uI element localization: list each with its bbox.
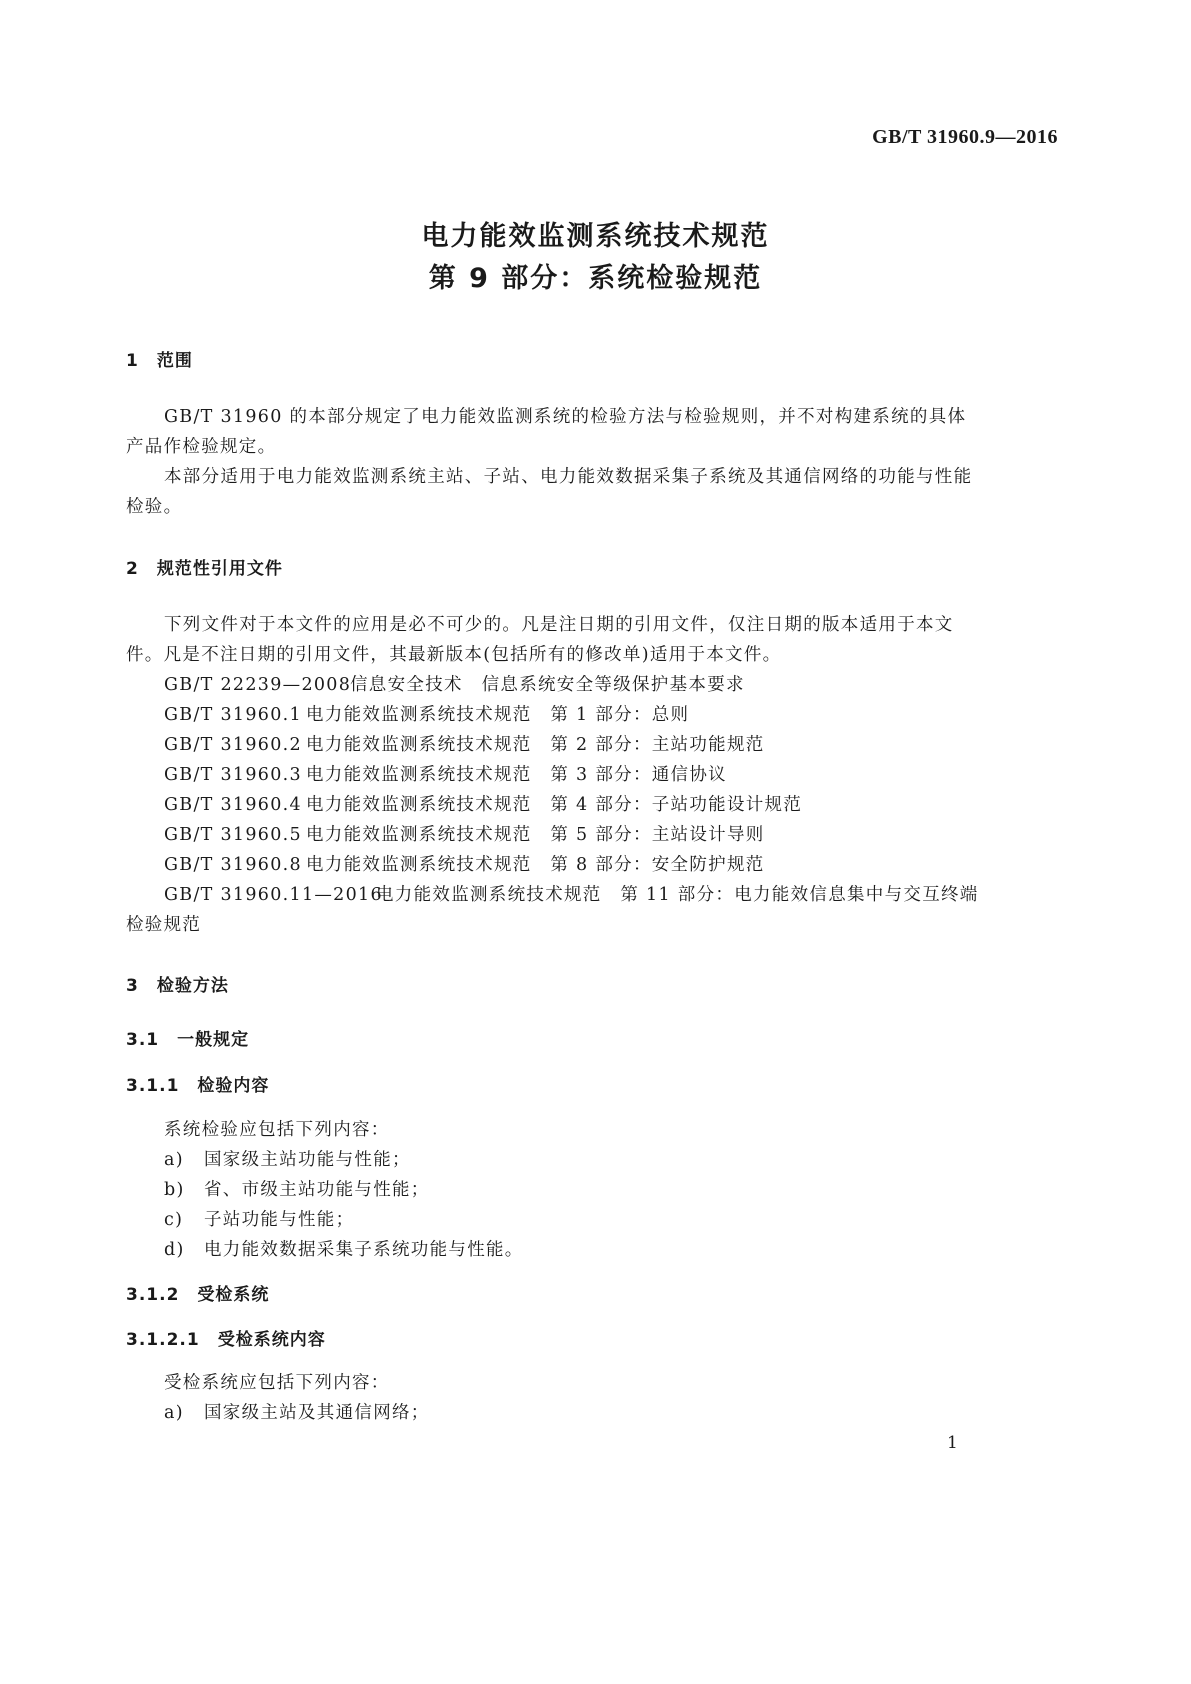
reference-title: 电力能效监测系统技术规范 第 5 部分：主站设计导则 xyxy=(306,825,765,845)
reference-code: GB/T 31960.4 xyxy=(164,795,302,815)
list-item-label: b) xyxy=(164,1180,185,1200)
list-item-text: 国家级主站及其通信网络； xyxy=(204,1403,430,1423)
reference-item xyxy=(164,761,727,786)
reference-code: GB/T 31960.1 xyxy=(164,705,302,725)
reference-item xyxy=(164,701,689,726)
reference-title: 电力能效监测系统技术规范 第 4 部分：子站功能设计规范 xyxy=(306,795,803,815)
list-item-label: d) xyxy=(164,1240,185,1260)
section-1-heading: 1 范围 xyxy=(126,351,193,371)
reference-title: 电力能效监测系统技术规范 第 8 部分：安全防护规范 xyxy=(306,855,765,875)
reference-title: 电力能效监测系统技术规范 第 3 部分：通信协议 xyxy=(306,765,727,785)
reference-item xyxy=(164,731,765,756)
list-item xyxy=(164,1236,524,1261)
reference-title: 电力能效监测系统技术规范 第 2 部分：主站功能规范 xyxy=(306,735,765,755)
list-item-label: a) xyxy=(164,1150,184,1170)
reference-code: GB/T 31960.5 xyxy=(164,825,302,845)
reference-title: 电力能效监测系统技术规范 第 1 部分：总则 xyxy=(306,705,690,725)
section-3-1-2-1-intro: 受检系统应包括下列内容： xyxy=(164,1373,390,1393)
reference-code: GB/T 31960.8 xyxy=(164,855,302,875)
standard-code: GB/T 31960.9—2016 xyxy=(872,126,1058,148)
list-item-text: 国家级主站功能与性能； xyxy=(204,1150,411,1170)
document-title-line1: 电力能效监测系统技术规范 xyxy=(421,221,770,252)
section-3-1-1-intro: 系统检验应包括下列内容： xyxy=(164,1120,390,1140)
document-title-line2: 第 9 部分：系统检验规范 xyxy=(428,263,763,294)
section-2-heading: 2 规范性引用文件 xyxy=(126,559,283,579)
reference-code: GB/T 22239—2008 xyxy=(164,675,352,695)
reference-title: 电力能效监测系统技术规范 第 11 部分：电力能效信息集中与交互终端 xyxy=(376,885,979,905)
list-item xyxy=(164,1176,430,1201)
reference-item xyxy=(164,881,979,906)
reference-item xyxy=(164,671,745,696)
reference-item xyxy=(164,821,765,846)
list-item xyxy=(164,1206,354,1231)
list-item-label: c) xyxy=(164,1210,184,1230)
list-item-label: a) xyxy=(164,1403,184,1423)
section-1-paragraph-1: GB/T 31960 的本部分规定了电力能效监测系统的检验方法与检验规则，并不对构建系统的具体 xyxy=(164,407,967,427)
page-number: 1 xyxy=(947,1433,958,1453)
reference-item xyxy=(164,851,765,876)
reference-code: GB/T 31960.3 xyxy=(164,765,302,785)
reference-item-cont: 检验规范 xyxy=(126,915,202,935)
list-item-text: 子站功能与性能； xyxy=(204,1210,355,1230)
reference-code: GB/T 31960.2 xyxy=(164,735,302,755)
section-1-paragraph-2-cont: 检验。 xyxy=(126,497,183,517)
section-3-heading: 3 检验方法 xyxy=(126,976,229,996)
section-1-paragraph-1-cont: 产品作检验规定。 xyxy=(126,437,277,457)
list-item-text: 省、市级主站功能与性能； xyxy=(204,1180,430,1200)
section-2-intro: 下列文件对于本文件的应用是必不可少的。凡是注日期的引用文件，仅注日期的版本适用于本文 xyxy=(164,615,954,635)
reference-item xyxy=(164,791,802,816)
section-3-1-1-heading: 3.1.1 检验内容 xyxy=(126,1076,270,1096)
list-item-text: 电力能效数据采集子系统功能与性能。 xyxy=(204,1240,524,1260)
reference-title: 信息安全技术 信息系统安全等级保护基本要求 xyxy=(350,675,745,695)
list-item xyxy=(164,1399,430,1424)
list-item xyxy=(164,1146,411,1171)
section-3-1-2-1-heading: 3.1.2.1 受检系统内容 xyxy=(126,1330,326,1350)
section-3-1-2-heading: 3.1.2 受检系统 xyxy=(126,1285,270,1305)
reference-code: GB/T 31960.11—2016 xyxy=(164,885,383,905)
section-1-paragraph-2: 本部分适用于电力能效监测系统主站、子站、电力能效数据采集子系统及其通信网络的功能与性能 xyxy=(164,467,973,487)
section-3-1-heading: 3.1 一般规定 xyxy=(126,1030,250,1050)
section-2-intro-cont: 件。凡是不注日期的引用文件，其最新版本(包括所有的修改单)适用于本文件。 xyxy=(126,645,782,665)
